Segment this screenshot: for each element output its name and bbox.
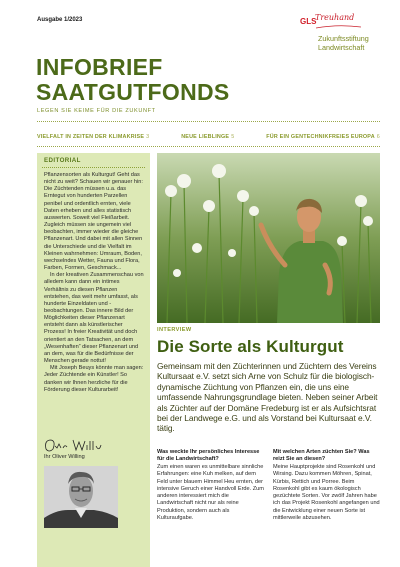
editorial-paragraph: Mit Joseph Beuys könnte man sagen: Jeder Züchtende ein Künstler! So danken wir Ihnen herzliche für die Förderung dieser Kulturarbeit! — [44, 365, 144, 393]
nav-page: 6 — [376, 134, 380, 140]
nav-page: 5 — [231, 134, 235, 140]
topics-nav — [37, 134, 380, 140]
editorial-paragraph: In der kreativen Zusammenschau von alledem kann dann ein intimes Verhältnis zu diesen Pflanzen entstehen, das weit mehr umfasst, als hunderte Einzeldaten und -beobachtungen. Das innere Bild der Möglichkeiten dieser Pflanzenart entsteht dann als künstlerischer Prozess! In freier Kreativität und doch orientiert an den Tatsachen, an dem „Wesenhaften“ dieser Pflanzenart und an dem, was für die Bedürfnisse der Menschen gerade nottut! — [44, 272, 144, 365]
editorial-box — [37, 153, 150, 567]
logo-swoosh-icon — [316, 24, 361, 29]
nav-item-gentechnikfrei[interactable] — [266, 134, 380, 140]
nav-label: NEUE LIEBLINGE — [181, 134, 230, 140]
signature-icon — [43, 436, 103, 456]
interview-answer: Zum einen waren es unmittelbare sinnliche Erfahrungen: eine Kuh melken, auf dem Feld unter blauem Himmel Heu ernten, der intensive Geruch einer Handvoll Erde. Zum anderen interessiert mich die Landwirtschaft nicht nur als reine Produktion, sondern auch als Kulturaufgabe. — [157, 464, 264, 521]
interview-question: Mit welchen Arten züchten Sie? Was reizt Sie an diesen? — [273, 449, 370, 463]
issue-number: Ausgabe 1/2023 — [37, 17, 83, 23]
signature-name: Ihr Oliver Willing — [44, 454, 85, 460]
interview-column — [157, 449, 265, 522]
newsletter-title — [36, 55, 230, 105]
logo-line-2: Landwirtschaft — [318, 43, 365, 52]
interview-column — [273, 449, 381, 522]
portrait-photo — [44, 466, 118, 528]
nav-page: 3 — [146, 134, 150, 140]
nav-label: FÜR EIN GENTECHNIKFREIES EUROPA — [266, 134, 375, 140]
logo-script: Treuhand — [315, 13, 355, 22]
nav-label: VIELFALT IN ZEITEN DER KLIMAKRISE — [37, 134, 145, 140]
article-title: Die Sorte als Kulturgut — [157, 337, 344, 356]
interview-answer: Meine Hauptprojekte sind Rosenkohl und Wirsing. Dazu kommen Möhren, Spinat, Kürbis, Rettich und Porree. Beim Rosenkohl gibt es kaum ökologisch gezüchtete Sorten. Vor zwölf Jahren habe ich das Projekt Rosenkohl angefangen und die Entwicklung einer neuen Sorte ist mittlerweile abzusehen. — [273, 464, 380, 521]
title-line-2: SAATGUTFONDS — [36, 79, 230, 105]
tagline: LEGEN SIE KEIME FÜR DIE ZUKUNFT — [37, 108, 156, 114]
article-lead: Gemeinsam mit den Züchterinnen und Züchtern des Vereins Kultursaat e.V. setzt sich Arne von Schulz für die biologisch-dynamische Züchtung von Pflanzen ein, die uns eine umfassende Nahrungsgrundlage bieten. Neben seiner Arbeit als Züchter auf der Domäne Fredeburg ist er als Aufsichtsrat bei der Landwege e.G. und als Vorstand bei Kultursaat e.V. tätig. — [157, 361, 378, 434]
logo-brand: GLS — [300, 17, 317, 26]
nav-item-klimakrise[interactable] — [37, 134, 149, 140]
logo-line-1: Zukunftsstiftung — [318, 34, 369, 43]
title-line-1: INFOBRIEF — [36, 54, 163, 80]
editorial-text — [44, 172, 144, 394]
interview-question: Was weckte Ihr persönliches Interesse für die Landwirtschaft? — [157, 449, 260, 463]
divider — [42, 167, 145, 168]
editorial-paragraph: Pflanzensorten als Kulturgut! Geht das nicht zu weit? Schauen wir genauer hin: Die Züchtenden müssen u.a. das Erntegut von hunderten Parzellen penibel und ordentlich ernten, viele Daten erheben und alles statistisch auswerten. Soweit viel Fleißarbeit. Zugleich müssen sie ungemein viel beobachten, immer wieder die gleiche Pflanzenart. Und dabei mit allen Sinnen die Unterschiede und die Vielfalt im Kleinen wahrnehmen: Umraum, Boden, wechselndes Wetter, Fauna und Flora, Farben, Formen, Geschmack... — [44, 172, 143, 272]
divider — [37, 146, 380, 147]
gls-logo[interactable] — [300, 12, 380, 52]
divider — [37, 121, 380, 122]
breeder-photo — [157, 153, 380, 323]
section-label: INTERVIEW — [157, 327, 192, 333]
editorial-heading: EDITORIAL — [44, 157, 81, 164]
nav-item-neue-lieblinge[interactable] — [181, 134, 234, 140]
